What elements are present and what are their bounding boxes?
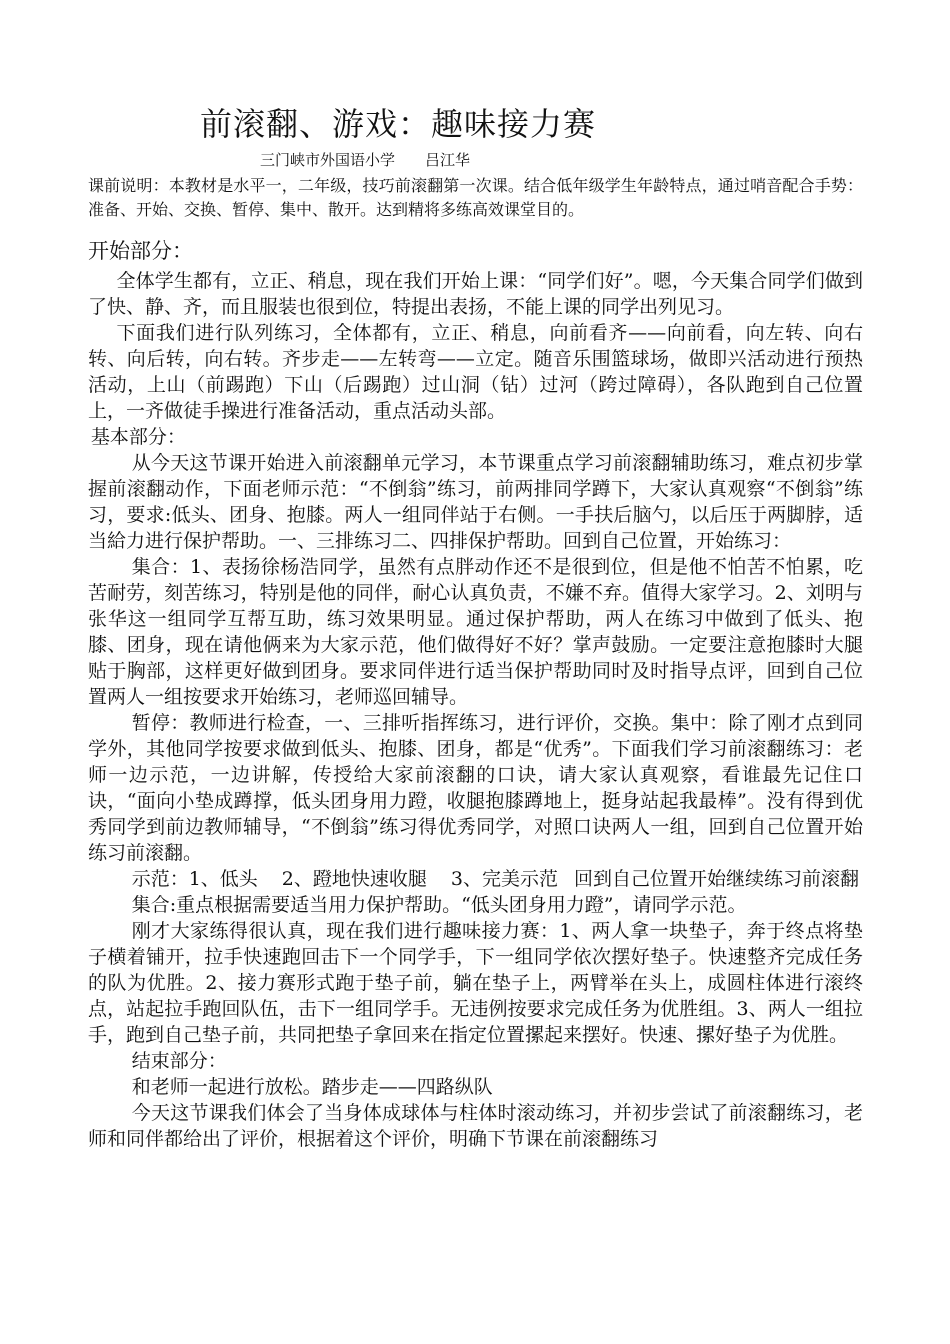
paragraph: 暂停：教师进行检查，一、三排听指挥练习，进行评价，交换。集中：除了刚才点到同学外，其他同学按要求做到低头、抱膝、团身，都是“优秀”。下面我们学习前滚翻练习：老师一边示范，一边讲解，传授给大家前滚翻的口诀，请大家认真观察，看谁最先记住口诀，“面向小垫成蹲撑，低头团身用力蹬，收腿抱膝蹲地上，挺身站起我最棒”。没有得到优秀同学到前边教师辅导，“不倒翁”练习得优秀同学，对照口诀两人一组，回到自己位置开始练习前滚翻。	[88, 712, 863, 864]
paragraph: 刚才大家练得很认真，现在我们进行趣味接力赛：1、两人拿一块垫子，奔于终点将垫子横着铺开，拉手快速跑回击下一个同学手，下一组同学依次摆好垫子。快速整齐完成任务的队为优胜。2、接力赛形式跑于垫子前，躺在垫子上，两臂举在头上，成圆柱体进行滚终点，站起拉手跑回队伍，击下一组同学手。无违例按要求完成任务为优胜组。3、两人一组拉手，跑到自己垫子前，共同把垫子拿回来在指定位置摞起来摆好。快速、摞好垫子为优胜。	[88, 920, 863, 1046]
document-title: 前滚翻、游戏：趣味接力赛	[200, 105, 597, 143]
paragraph: 集合：1、表扬徐杨浩同学，虽然有点胖动作还不是很到位，但是他不怕苦不怕累，吃苦耐劳，刻苦练习，特别是他的同伴，耐心认真负责，不嫌不弃。值得大家学习。2、刘明与张华这一组同学互帮互助，练习效果明显。通过保护帮助，两人在练习中做到了低头、抱膝、团身，现在请他俩来为大家示范，他们做得好不好？掌声鼓励。一定要注意抱膝时大腿贴于胸部，这样更好做到团身。要求同伴进行适当保护帮助同时及时指导点评，回到自己位置两人一组按要求开始练习，老师巡回辅导。	[88, 556, 863, 708]
paragraph: 集合:重点根据需要适当用力保护帮助。“低头团身用力蹬”，请同学示范。	[131, 894, 747, 916]
school-name: 三门峡市外国语小学	[260, 151, 396, 169]
demo-step-2: 2、蹬地快速收腿	[281, 868, 427, 890]
preface-paragraph: 课前说明：本教材是水平一，二年级，技巧前滚翻第一次课。结合低年级学生年龄特点，通过哨音配合手势：准备、开始、交换、暂停、集中、散开。达到精将多练高效课堂目的。	[88, 176, 863, 219]
demo-step-3: 3、完美示范	[450, 868, 558, 890]
author-name: 吕江华	[425, 151, 471, 169]
document-page	[88, 100, 863, 1152]
demo-step-4: 回到自己位置开始继续练习前滚翻	[573, 868, 859, 890]
paragraph	[88, 866, 863, 892]
demo-step-1: 示范：1、低头	[131, 868, 258, 890]
paragraph: 今天这节课我们体会了当身体成球体与柱体时滚动练习，并初步尝试了前滚翻练习，老师和同伴都给出了评价，根据着这个评价，明确下节课在前滚翻练习	[88, 1102, 863, 1150]
section-heading-start: 开始部分：	[88, 239, 193, 263]
body-text	[88, 268, 863, 1152]
paragraph: 和老师一起进行放松。踏步走——四路纵队	[131, 1076, 493, 1098]
byline	[260, 148, 863, 172]
section-heading-end: 结束部分：	[131, 1050, 227, 1072]
paragraph: 从今天这节课开始进入前滚翻单元学习，本节课重点学习前滚翻辅助练习，难点初步掌握前滚翻动作，下面老师示范：“不倒翁”练习，前两排同学蹲下，大家认真观察“不倒翁”练习，要求:低头、团身、抱膝。两人一组同伴站于右侧。一手扶后脑勺，以后压于两脚脖，适当給力进行保护帮助。一、三排练习二、四排保护帮助。回到自己位置，开始练习：	[88, 452, 863, 552]
section-heading-basic: 基本部分：	[90, 426, 186, 448]
paragraph: 下面我们进行队列练习，全体都有，立正、稍息，向前看齐——向前看，向左转、向右转、向后转，向右转。齐步走——左转弯——立定。随音乐围篮球场，做即兴活动进行预热活动，上山（前踢跑）下山（后踢跑）过山洞（钻）过河（跨过障碍），各队跑到自己位置上，一齐做徒手操进行准备活动，重点活动头部。	[88, 322, 863, 422]
paragraph: 全体学生都有，立正、稍息，现在我们开始上课：“同学们好”。嗯，今天集合同学们做到了快、静、齐，而且服装也很到位，特提出表扬，不能上课的同学出列见习。	[88, 270, 863, 318]
